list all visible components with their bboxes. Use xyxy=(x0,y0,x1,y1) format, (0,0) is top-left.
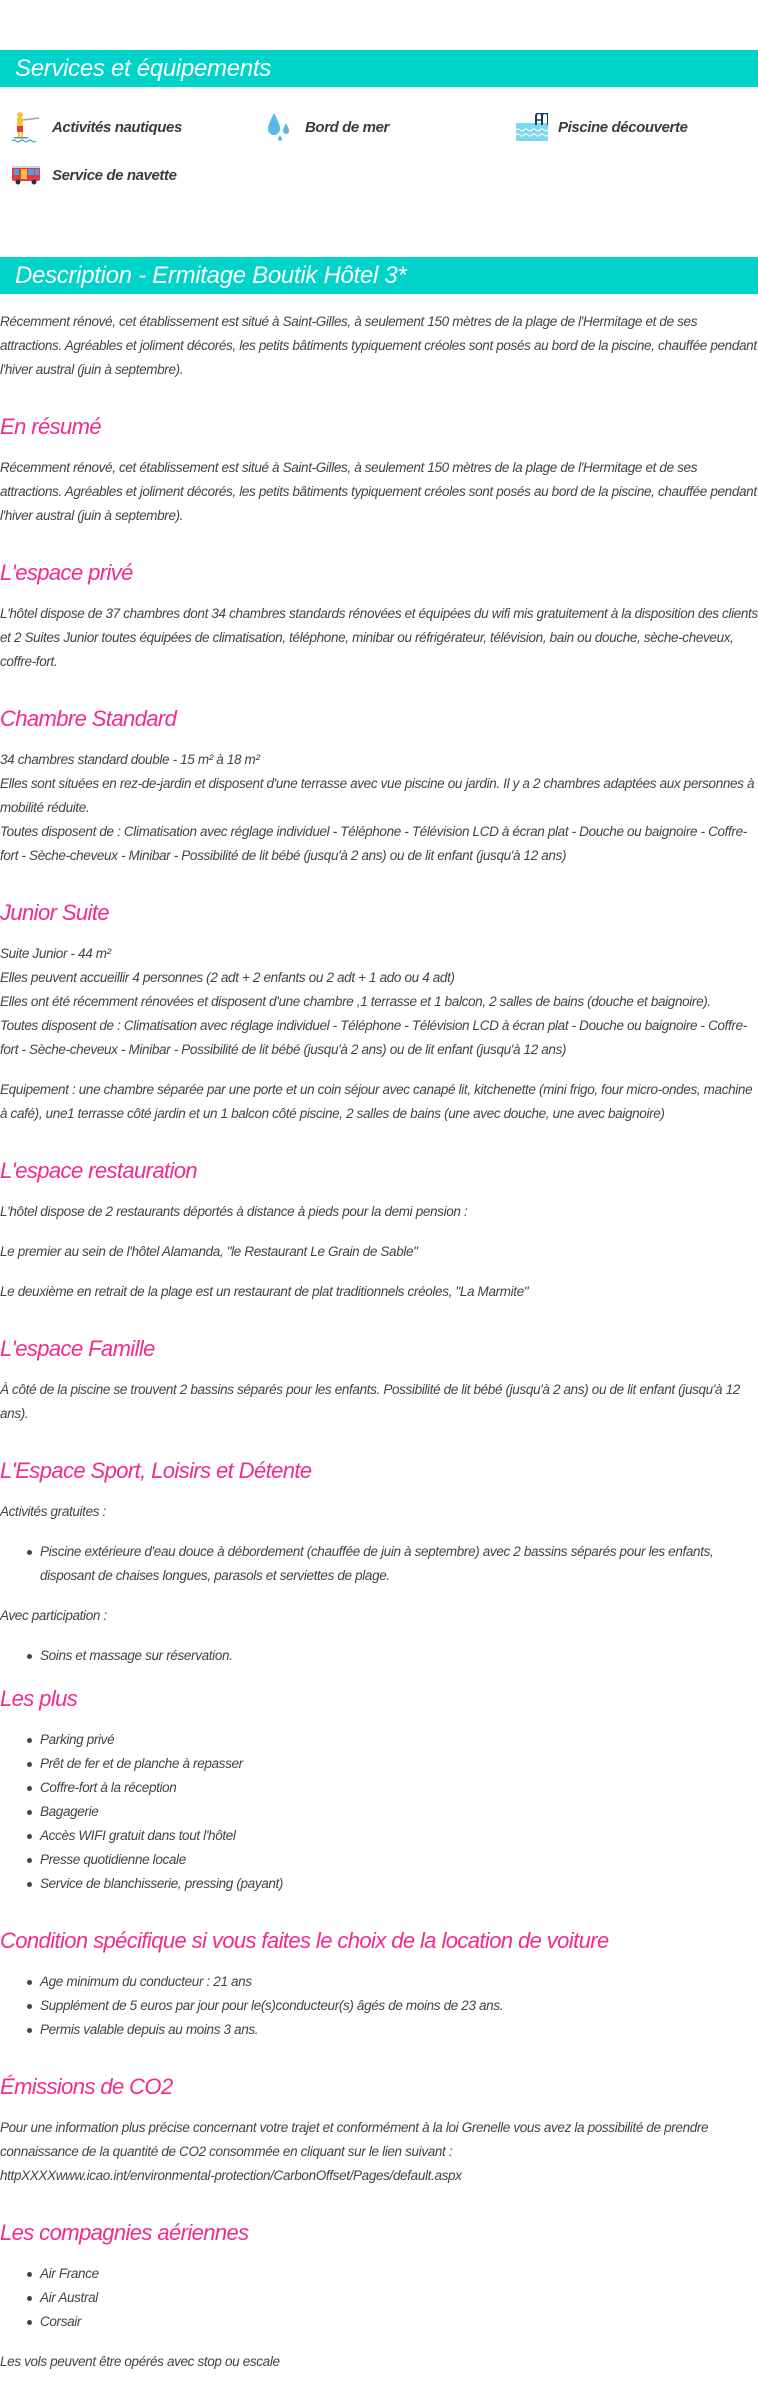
room-amenities: Toutes disposent de : Climatisation avec réglage individuel - Téléphone - Télévision LCD à écran plat - Douche ou baignoire - Coffre-fort - Sèche-cheveux - Minibar - Possibilité de lit bébé (jusqu'à 2 ans) ou de lit enfant (jusqu'à 12 ans) xyxy=(0,824,747,863)
room-location: Elles sont situées en rez-de-jardin et disposent d'une terrasse avec vue piscine ou jardin. Il y a 2 chambres adaptées aux personnes à mobilité réduite. xyxy=(0,776,755,815)
services-title: Services et équipements xyxy=(15,54,271,82)
section-text: Récemment rénové, cet établissement est situé à Saint-Gilles, à seulement 150 mètres de la plage de l'Hermitage et de ses attractions. Agréables et joliment décorés, les petits bâtiments typiquement créoles sont posés au bord de la piscine, chauffée pendant l'hiver austral (juin à septembre). xyxy=(0,460,757,523)
suite-capacity: Elles peuvent accueillir 4 personnes (2 adt + 2 enfants ou 2 adt + 1 ado ou 4 adt) xyxy=(0,970,455,985)
co2-text: Pour une information plus précise concernant votre trajet et conformément à la loi Grenelle vous avez la possibilité de prendre connaissance de la quantité de CO2 consommée en cliquant sur le lien suivant : xyxy=(0,2120,709,2159)
section-title: Condition spécifique si vous faites le choix de la location de voiture xyxy=(0,1928,609,1953)
restaurant-second: Le deuxième en retrait de la plage est un restaurant de plat traditionnels créoles, "La Marmite" xyxy=(0,1284,529,1299)
section-title: Les compagnies aériennes xyxy=(0,2220,249,2245)
section-title: Junior Suite xyxy=(0,900,109,925)
paid-activities-label: Avec participation : xyxy=(0,1608,107,1623)
section-junior-suite xyxy=(0,898,758,1126)
list-item: Accès WIFI gratuit dans tout l'hôtel xyxy=(40,1824,758,1848)
section-co2 xyxy=(0,2072,758,2188)
section-title: L'Espace Sport, Loisirs et Détente xyxy=(0,1458,312,1483)
list-item: Service de blanchisserie, pressing (payant) xyxy=(40,1872,758,1896)
list-item: Age minimum du conducteur : 21 ans xyxy=(40,1970,758,1994)
section-les-plus xyxy=(0,1684,758,1896)
list-item: Coffre-fort à la réception xyxy=(40,1776,758,1800)
room-size: 34 chambres standard double - 15 m² à 18 m² xyxy=(0,752,260,767)
description-intro: Récemment rénové, cet établissement est situé à Saint-Gilles, à seulement 150 mètres de la plage de l'Hermitage et de ses attractions. Agréables et joliment décorés, les petits bâtiments typiquement créoles sont posés au bord de la piscine, chauffée pendant l'hiver austral (juin à septembre). xyxy=(0,314,757,377)
service-label: Activités nautiques xyxy=(52,118,182,136)
suite-size: Suite Junior - 44 m² xyxy=(0,946,111,961)
paid-activities-list xyxy=(0,1644,758,1668)
location-conditions-list xyxy=(0,1970,758,2042)
pool-ladder-icon xyxy=(516,111,548,143)
description-content xyxy=(0,310,758,2374)
list-item: Parking privé xyxy=(40,1728,758,1752)
les-plus-list xyxy=(0,1728,758,1896)
service-item-nautique xyxy=(10,103,263,151)
list-item: Permis valable depuis au moins 3 ans. xyxy=(40,2018,758,2042)
section-text: À côté de la piscine se trouvent 2 bassins séparés pour les enfants. Possibilité de lit bébé (jusqu'à 2 ans) ou de lit enfant (jusqu'à 12 ans). xyxy=(0,1382,740,1421)
list-item: Soins et massage sur réservation. xyxy=(40,1644,758,1668)
services-header xyxy=(0,50,758,87)
description-header xyxy=(0,257,758,294)
list-item: Air Austral xyxy=(40,2286,758,2310)
flights-note: Les vols peuvent être opérés avec stop ou escale xyxy=(0,2354,280,2369)
section-location-voiture xyxy=(0,1926,758,2042)
service-item-navette xyxy=(10,151,263,199)
section-espace-prive xyxy=(0,558,758,674)
restaurant-intro: L'hôtel dispose de 2 restaurants déportés à distance à pieds pour la demi pension : xyxy=(0,1204,468,1219)
section-text: L'hôtel dispose de 37 chambres dont 34 chambres standards rénovées et équipées du wifi mis gratuitement à la disposition des clients et 2 Suites Junior toutes équipées de climatisation, téléphone, minibar ou réfrigérateur, télévision, bain ou douche, sèche-cheveux, coffre-fort. xyxy=(0,606,758,669)
list-item: Prêt de fer et de planche à repasser xyxy=(40,1752,758,1776)
airlines-list xyxy=(0,2262,758,2334)
section-title: L'espace Famille xyxy=(0,1336,155,1361)
water-drops-icon xyxy=(263,111,295,143)
section-chambre-standard xyxy=(0,704,758,868)
list-item: Bagagerie xyxy=(40,1800,758,1824)
suite-renovation: Elles ont été récemment rénovées et disposent d'une chambre ,1 terrasse et 1 balcon, 2 salles de bains (douche et baignoire). xyxy=(0,994,711,1009)
section-resume xyxy=(0,412,758,528)
shuttle-bus-icon xyxy=(10,159,42,191)
service-label: Bord de mer xyxy=(305,118,389,136)
section-title: L'espace privé xyxy=(0,560,133,585)
list-item: Supplément de 5 euros par jour pour le(s)conducteur(s) âgés de moins de 23 ans. xyxy=(40,1994,758,2018)
suite-amenities: Toutes disposent de : Climatisation avec réglage individuel - Téléphone - Télévision LCD à écran plat - Douche ou baignoire - Coffre-fort - Sèche-cheveux - Minibar - Possibilité de lit bébé (jusqu'à 2 ans) ou de lit enfant (jusqu'à 12 ans) xyxy=(0,1018,747,1057)
free-activities-label: Activités gratuites : xyxy=(0,1504,106,1519)
co2-link[interactable]: httpXXXXwww.icao.int/environmental-protection/CarbonOffset/Pages/default.aspx xyxy=(0,2168,462,2183)
section-restauration xyxy=(0,1156,758,1304)
water-ski-icon xyxy=(10,111,42,143)
section-famille xyxy=(0,1334,758,1426)
section-title: L'espace restauration xyxy=(0,1158,198,1183)
section-sport xyxy=(0,1456,758,1668)
section-title: En résumé xyxy=(0,414,101,439)
list-item: Corsair xyxy=(40,2310,758,2334)
service-label: Piscine découverte xyxy=(558,118,688,136)
section-compagnies xyxy=(0,2218,758,2374)
service-label: Service de navette xyxy=(52,166,177,184)
suite-equipment: Equipement : une chambre séparée par une porte et un coin séjour avec canapé lit, kitchenette (mini frigo, four micro-ondes, machine à café), une1 terrasse côté jardin et un 1 balcon côté piscine, 2 salles de bains (une avec douche, une avec baignoire) xyxy=(0,1082,753,1121)
list-item: Air France xyxy=(40,2262,758,2286)
service-item-piscine xyxy=(516,103,758,151)
section-title: Émissions de CO2 xyxy=(0,2074,173,2099)
list-item: Piscine extérieure d'eau douce à débordement (chauffée de juin à septembre) avec 2 bassins séparés pour les enfants, disposant de chaises longues, parasols et serviettes de plage. xyxy=(40,1540,758,1588)
service-item-bord-de-mer xyxy=(263,103,516,151)
description-title: Description - Ermitage Boutik Hôtel 3* xyxy=(15,261,407,289)
free-activities-list xyxy=(0,1540,758,1588)
section-title: Les plus xyxy=(0,1686,78,1711)
section-title: Chambre Standard xyxy=(0,706,177,731)
list-item: Presse quotidienne locale xyxy=(40,1848,758,1872)
services-grid xyxy=(0,87,758,199)
restaurant-first: Le premier au sein de l'hôtel Alamanda, "le Restaurant Le Grain de Sable" xyxy=(0,1244,418,1259)
